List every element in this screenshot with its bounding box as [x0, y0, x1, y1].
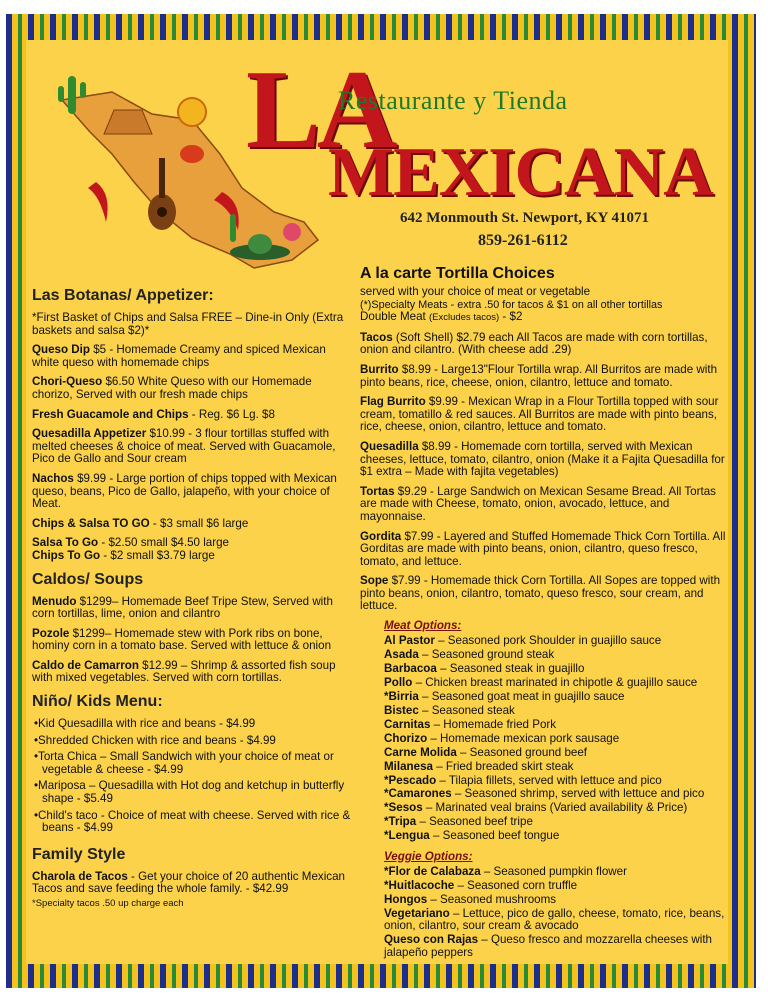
- menu-item: [360, 441, 726, 479]
- option-desc: – Seasoned pumpkin flower: [480, 864, 627, 878]
- specialty-note: (*)Specialty Meats - extra .50 for tacos & $1 on all other tortillas: [360, 298, 663, 311]
- maraca-icon: [180, 145, 204, 163]
- meat-option: [384, 830, 726, 843]
- option-desc: – Seasoned ground beef: [456, 745, 588, 759]
- menu-item: [360, 332, 726, 357]
- section-heading-soups: Caldos/ Soups: [32, 570, 144, 588]
- item-desc: $9.99 - Large portion of chips topped with Mexican queso, beans, Pico de Gallo, jalapeño, with your choice of Meat.: [32, 471, 337, 511]
- meat-option: [384, 677, 726, 690]
- menu-item: [32, 518, 352, 531]
- family-note: *Specialty tacos .50 up charge each: [32, 898, 184, 909]
- option-name: Pollo: [384, 675, 413, 689]
- item-name: Pozole: [32, 626, 70, 640]
- chili-pepper-icon: [88, 182, 108, 222]
- option-name: Vegetariano: [384, 906, 450, 920]
- item-desc: - $3 small $6 large: [149, 516, 249, 530]
- phone-number: 859-261-6112: [478, 232, 568, 249]
- meat-option: [384, 747, 726, 760]
- menu-item: [360, 486, 726, 524]
- item-desc: $9.29 - Large Sandwich on Mexican Sesame Bread. All Tortas are made with Cheese, tomato, onion, avocado, lettuce, and mayonnaise.: [360, 484, 716, 523]
- option-desc: – Tilapia fillets, served with lettuce and pico: [436, 773, 662, 787]
- veggie-option: [384, 866, 726, 879]
- meat-option: [384, 802, 726, 815]
- item-name: Gordita: [360, 529, 402, 543]
- menu-item: [32, 871, 352, 896]
- option-name: Carne Molida: [384, 745, 457, 759]
- meat-option: [384, 733, 726, 746]
- option-name: *Camarones: [384, 787, 452, 801]
- option-desc: – Homemade fried Pork: [430, 717, 557, 731]
- option-name: Bistec: [384, 703, 419, 717]
- item-desc: $10.99 - 3 flour tortillas stuffed with melted cheeses & choice of meat. Served with Guacamole, Pico de Gallo and Sour cream: [32, 427, 336, 466]
- restaurant-subtitle: Restaurante y Tienda: [338, 86, 568, 115]
- option-name: Barbacoa: [384, 661, 437, 675]
- option-desc: – Seasoned steak: [418, 703, 515, 717]
- item-name: Caldo de Camarron: [32, 658, 139, 672]
- item-desc: $12.99 – Shrimp & assorted fish soup with mixed vegetables. Served with corn tortillas.: [32, 658, 336, 685]
- menu-item: [360, 364, 726, 389]
- item-name: Menudo: [32, 594, 77, 608]
- item-desc: $9.99 - Mexican Wrap in a Flour Tortilla topped with sour cream, tomatillo & red sauces. All Burritos are made with pinto beans, rice, cheese, onion, cilantro, lettuce and tomato.: [360, 395, 719, 434]
- kids-item: •Kid Quesadilla with rice and beans - $4.99: [34, 717, 256, 731]
- item-desc: $8.99 - Large13"Flour Tortilla wrap. All Burritos are made with pinto beans, rice, cheese, onion, cilantro, lettuce and tomato.: [360, 362, 718, 389]
- menu-item: [32, 596, 352, 621]
- menu-item: [32, 376, 352, 401]
- item-desc: $8.99 - Homemade corn tortilla, served with Mexican cheeses, lettuce, tomato, cilantro, onion (Make it a Fajita Quesadilla for $1 extra – Made with fajita vegetables): [360, 439, 725, 479]
- menu-item: [360, 575, 726, 613]
- item-name: Chips & Salsa TO GO: [32, 516, 150, 530]
- item-name: Quesadilla: [360, 439, 419, 453]
- kids-item: •Shredded Chicken with rice and beans - $4.99: [34, 733, 276, 747]
- item-desc: (Soft Shell) $2.79 each All Tacos are made with corn tortillas, onion and cilantro. (With cheese add .29): [360, 330, 708, 357]
- veggie-option: [384, 908, 726, 933]
- option-name: *Sesos: [384, 801, 423, 815]
- option-desc: – Seasoned ground steak: [418, 647, 555, 661]
- flower-icon: [283, 223, 301, 241]
- option-desc: – Lettuce, pico de gallo, cheese, tomato, rice, beans, onion, cilantro, sour cream & avocado: [384, 906, 725, 933]
- item-name: Flag Burrito: [360, 395, 426, 409]
- option-desc: – Seasoned goat meat in guajillo sauce: [418, 689, 625, 703]
- address: 642 Monmouth St. Newport, KY 41071: [400, 210, 650, 226]
- double-meat-price: - $2: [499, 310, 523, 324]
- section-heading-family: Family Style: [32, 845, 126, 863]
- menu-item: [32, 660, 352, 685]
- item-name: Nachos: [32, 471, 74, 485]
- option-desc: – Seasoned shrimp, served with lettuce and pico: [451, 787, 705, 801]
- option-name: *Lengua: [384, 829, 430, 843]
- item-desc: $5 - Homemade Creamy and spiced Mexican white queso with homemade chips: [32, 343, 326, 369]
- menu-item: [360, 396, 726, 434]
- item-desc: - $2 small $3.79 large: [100, 548, 215, 562]
- item-desc: $7.99 - Homemade thick Corn Tortilla. All Sopes are topped with pinto beans, onion, cilantro, tomato, queso fresco, sour cream, and lettuce.: [360, 574, 721, 613]
- meat-option: [384, 635, 726, 648]
- option-name: Queso con Rajas: [384, 933, 479, 947]
- menu-item: [32, 409, 352, 422]
- double-meat-excludes: (Excludes tacos): [428, 312, 500, 324]
- item-name: Burrito: [360, 362, 399, 376]
- option-name: Carnitas: [384, 717, 431, 731]
- option-name: Milanesa: [384, 759, 433, 773]
- item-desc: - Reg. $6 Lg. $8: [188, 407, 275, 421]
- kids-item: •Torta Chica – Small Sandwich with your choice of meat or vegetable & cheese - $4.99: [34, 750, 334, 776]
- menu-item: [32, 550, 352, 563]
- option-desc: – Seasoned beef tripe: [416, 815, 533, 829]
- item-name: Charola de Tacos: [32, 869, 128, 883]
- section-heading-tortillas: A la carte Tortilla Choices: [360, 265, 555, 282]
- item-name: Tacos: [360, 330, 393, 344]
- option-name: *Huitlacoche: [384, 878, 455, 892]
- appetizer-note: *First Basket of Chips and Salsa FREE – Dine-in Only (Extra baskets and salsa $2)*: [32, 311, 344, 337]
- item-desc: $7.99 - Layered and Stuffed Homemade Thick Corn Tortilla. All Gorditas are made with pinto beans, onion, cilantro, queso fresco, tomato, and lettuce.: [360, 529, 726, 568]
- double-meat-label: Double Meat: [360, 310, 429, 324]
- option-name: *Flor de Calabaza: [384, 864, 481, 878]
- option-desc: – Fried breaded skirt steak: [432, 759, 574, 773]
- meat-option: [384, 691, 726, 704]
- meat-option: [384, 719, 726, 732]
- item-name: Salsa To Go: [32, 536, 99, 550]
- meat-option: [384, 705, 726, 718]
- sun-icon: [178, 98, 206, 126]
- section-heading-appetizers: Las Botanas/ Appetizer:: [32, 287, 214, 304]
- menu-item: [32, 344, 352, 369]
- item-name: Chori-Queso: [32, 375, 103, 389]
- meat-option: [384, 649, 726, 662]
- double-meat-note: [360, 311, 726, 325]
- item-name: Chips To Go: [32, 548, 101, 562]
- option-name: Al Pastor: [384, 633, 435, 647]
- option-desc: – Marinated veal brains (Varied availability & Price): [422, 801, 688, 815]
- tortilla-intro: served with your choice of meat or vegetable: [360, 285, 591, 298]
- item-name: Fresh Guacamole and Chips: [32, 407, 189, 421]
- option-name: Hongos: [384, 892, 428, 906]
- meat-options-heading: Meat Options:: [384, 619, 462, 633]
- item-name: Tortas: [360, 484, 395, 498]
- item-name: Queso Dip: [32, 343, 90, 357]
- item-desc: $6.50 White Queso with our Homemade chorizo, Served with our fresh made chips: [32, 375, 312, 401]
- veggie-options-heading: Veggie Options:: [384, 850, 473, 864]
- menu-item: [32, 473, 352, 511]
- restaurant-name: MEXICANA: [328, 134, 713, 211]
- option-desc: – Homemade mexican pork sausage: [427, 731, 620, 745]
- item-desc: - Get your choice of 20 authentic Mexican Tacos and save feeding the whole family. - $42.99: [32, 869, 345, 896]
- option-desc: – Seasoned pork Shoulder in guajillo sauce: [434, 633, 662, 647]
- menu-item: [360, 531, 726, 569]
- option-name: *Birria: [384, 689, 419, 703]
- meat-option: [384, 788, 726, 801]
- meat-option: [384, 761, 726, 774]
- veggie-option: [384, 934, 726, 959]
- veggie-option: [384, 880, 726, 893]
- kids-item: •Mariposa – Quesadilla with Hot dog and ketchup in butterfly shape - $5.49: [34, 779, 345, 806]
- option-desc: – Seasoned mushrooms: [427, 892, 557, 906]
- option-desc: – Seasoned corn truffle: [454, 878, 578, 892]
- item-desc: $1299– Homemade Beef Tripe Stew, Served with corn tortillas, lime, onion and cilantro: [32, 594, 333, 621]
- veggie-option: [384, 894, 726, 907]
- kids-item: •Child's taco - Choice of meat with cheese. Served with rice & beans - $4.99: [34, 808, 351, 835]
- meat-option: [384, 816, 726, 829]
- section-heading-kids: Niño/ Kids Menu:: [32, 693, 163, 711]
- restaurant-name-la: LA: [246, 48, 394, 172]
- option-desc: – Queso fresco and mozzarella cheeses with jalapeño peppers: [384, 933, 713, 959]
- meat-option: [384, 775, 726, 788]
- option-desc: – Chicken breast marinated in chipotle & guajillo sauce: [412, 675, 698, 689]
- menu-item: [32, 628, 352, 653]
- menu-item: [32, 428, 352, 466]
- item-name: Sope: [360, 574, 389, 588]
- left-column: [32, 286, 352, 911]
- option-name: *Pescado: [384, 773, 437, 787]
- option-name: Asada: [384, 647, 419, 661]
- meat-option: [384, 663, 726, 676]
- item-desc: - $2.50 small $4.50 large: [98, 536, 229, 550]
- option-desc: – Seasoned beef tongue: [429, 829, 560, 843]
- option-desc: – Seasoned steak in guajillo: [436, 661, 585, 675]
- right-column: [360, 264, 726, 961]
- item-desc: $1299– Homemade stew with Pork ribs on bone, hominy corn in a tomato base. Served with lettuce & onion: [32, 626, 332, 653]
- cactus-icon: [230, 214, 236, 242]
- item-name: Quesadilla Appetizer: [32, 427, 147, 441]
- option-name: Chorizo: [384, 731, 428, 745]
- option-name: *Tripa: [384, 815, 417, 829]
